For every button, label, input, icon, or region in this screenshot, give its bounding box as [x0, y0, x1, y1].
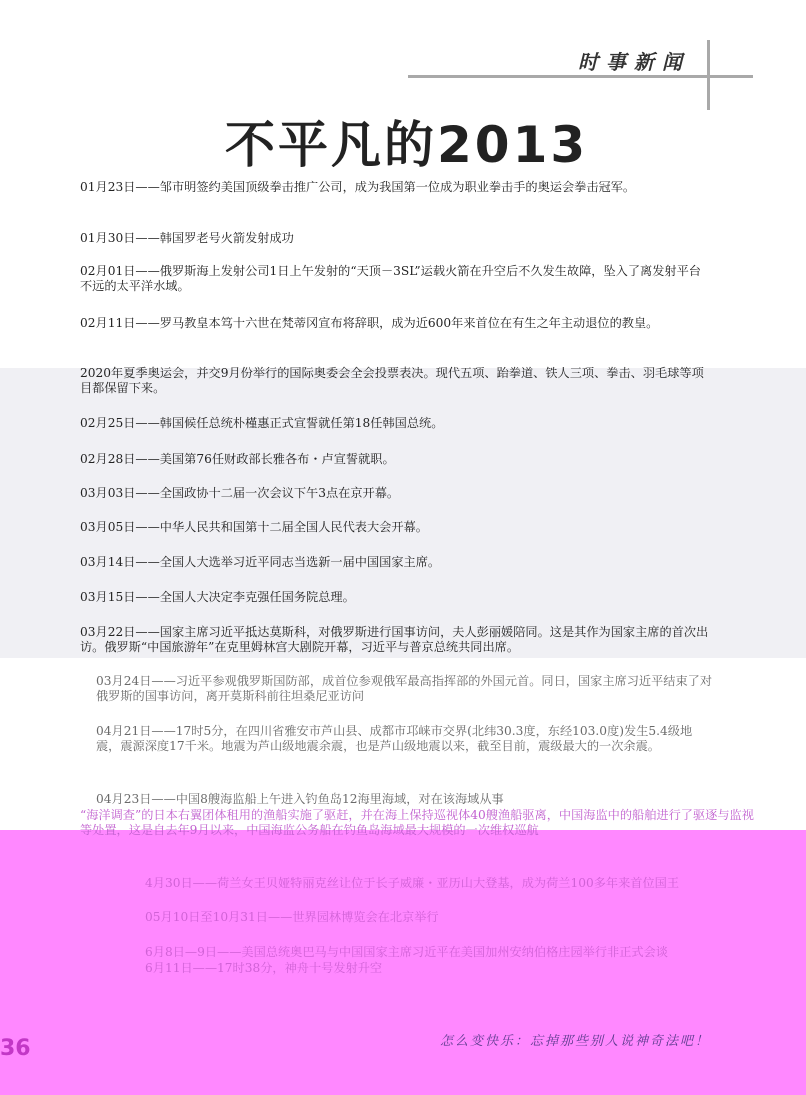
news-item-faded: 04月23日——中国8艘海监船上午进入钓鱼岛12海里海域，对在该海域从事: [96, 792, 504, 806]
news-item: 02月25日——韩国候任总统朴槿惠正式宣誓就任第18任韩国总统。: [80, 416, 444, 430]
section-header: 时事新闻: [578, 50, 690, 74]
news-item: 01月30日——韩国罗老号火箭发射成功: [80, 231, 294, 245]
news-item-ghost: 4月30日——荷兰女王贝娅特丽克丝让位于长子威廉・亚历山大登基，成为荷兰100多年来首位国王: [145, 876, 680, 890]
header-divider-vertical: [707, 40, 710, 110]
news-item: 03月15日——全国人大决定李克强任国务院总理。: [80, 590, 355, 604]
news-item-ghost: “海洋调查”的日本右翼团体租用的渔船实施了驱赶，并在海上保持巡视体40艘渔船驱离，中国海监中的船舶进行了驱逐与监视等处置，这是自去年9月以来，中国海监公务船在钓鱼岛海域最大规模的一次维权巡航: [80, 808, 754, 837]
news-item: 02月11日——罗马教皇本笃十六世在梵蒂冈宣布将辞职，成为近600年来首位在有生之年主动退位的教皇。: [80, 316, 659, 330]
header-divider-horizontal: [408, 75, 753, 78]
news-item: 03月03日——全国政协十二届一次会议下午3点在京开幕。: [80, 486, 400, 500]
news-item: 03月22日——国家主席习近平抵达莫斯科，对俄罗斯进行国事访问，夫人彭丽媛陪同。这是其作为国家主席的首次出访。俄罗斯“中国旅游年”在克里姆林宫大剧院开幕，习近平与普京总统共同出席。: [80, 625, 709, 654]
page-number: 36: [0, 1036, 31, 1061]
page-title: 不平凡的2013: [225, 116, 589, 174]
news-item: 2020年夏季奥运会，并交9月份举行的国际奥委会全会投票表决。现代五项、跆拳道、铁人三项、拳击、羽毛球等项目都保留下来。: [80, 366, 704, 395]
news-item: 03月05日——中华人民共和国第十二届全国人民代表大会开幕。: [80, 520, 428, 534]
news-item-ghost: 6月11日——17时38分，神舟十号发射升空: [145, 961, 383, 975]
news-item: 01月23日——邹市明签约美国顶级拳击推广公司，成为我国第一位成为职业拳击手的奥运会拳击冠军。: [80, 180, 636, 194]
news-item: 03月14日——全国人大选举习近平同志当选新一届中国国家主席。: [80, 555, 441, 569]
news-item-faded: 04月21日——17时5分，在四川省雅安市芦山县、成都市邛崃市交界(北纬30.3度，东经103.0度)发生5.4级地震，震源深度17千米。地震为芦山级地震余震，也是芦山级地震以来，截至目前，震级最大的一次余震。: [96, 724, 693, 753]
news-item-ghost: 05月10日至10月31日——世界园林博览会在北京举行: [145, 910, 439, 924]
footer-slogan: 怎么变快乐：忘掉那些别人说神奇法吧！: [440, 1034, 711, 1049]
news-item: 02月28日——美国第76任财政部长雅各布・卢宣誓就职。: [80, 452, 395, 466]
news-item-faded: 03月24日——习近平参观俄罗斯国防部，成首位参观俄军最高指挥部的外国元首。同日，国家主席习近平结束了对俄罗斯的国事访问，离开莫斯科前往坦桑尼亚访问: [96, 674, 713, 703]
background-band-gray: [0, 368, 806, 658]
news-item: 02月01日——俄罗斯海上发射公司1日上午发射的“天顶－3SL”运载火箭在升空后不久发生故障，坠入了离发射平台不远的太平洋水域。: [80, 264, 701, 293]
news-item-ghost: 6月8日—9日——美国总统奥巴马与中国国家主席习近平在美国加州安纳伯格庄园举行非正式会谈: [145, 945, 668, 959]
